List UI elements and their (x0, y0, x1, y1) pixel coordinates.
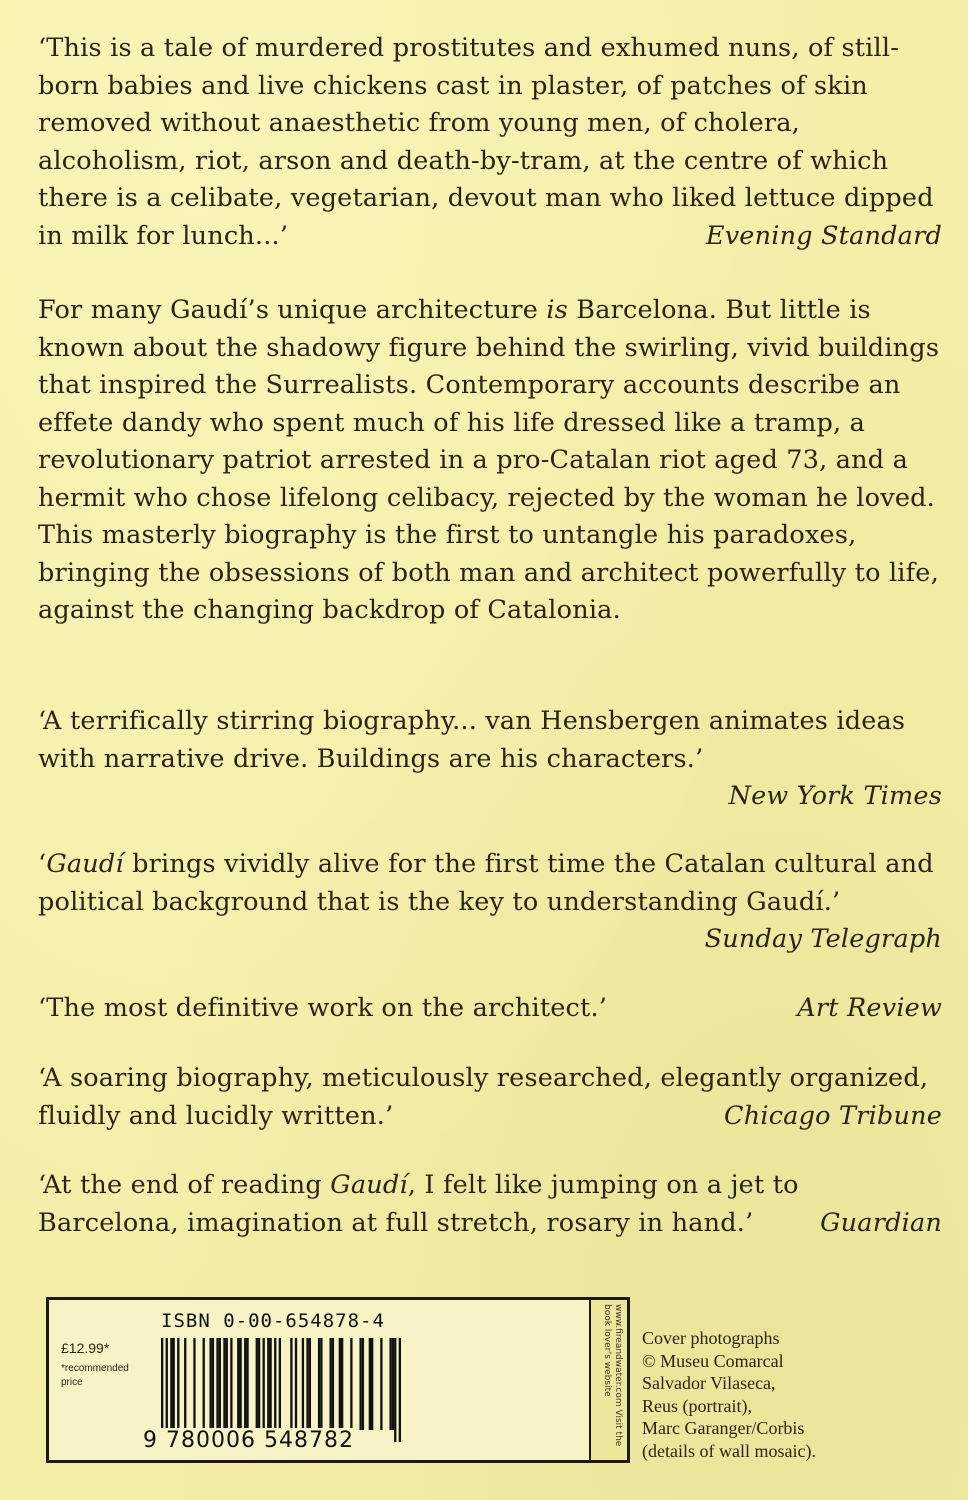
quote-open-mark: ‘ (38, 849, 47, 879)
book-description (38, 292, 942, 630)
credit-line: Cover photographs (642, 1328, 780, 1348)
quote-source: Art Review (797, 993, 942, 1023)
barcode-bar (320, 1338, 322, 1430)
quote-source: Chicago Tribune (724, 1100, 942, 1131)
barcode-bar (362, 1338, 364, 1430)
barcode-bar (173, 1338, 175, 1430)
barcode-bar (239, 1338, 241, 1430)
barcode-bar (392, 1338, 394, 1430)
barcode-bar (332, 1338, 334, 1430)
barcode-bar (339, 1338, 341, 1430)
quote-evening-standard (38, 30, 942, 255)
quote-text: ‘This is a tale of murdered prostitutes and exhumed nuns, of still-born babies and live chickens cast in plaster, of patches of skin removed without anaesthetic from young men, of cholera, alcoholism, riot, arson and death-by-tram, at the centre of which there is a celibate, vegetarian, devout man who liked lettuce dipped in milk for lunch...’ (38, 33, 934, 251)
barcode-bar (212, 1338, 214, 1430)
quote-text: ‘The most definitive work on the architect.’ (38, 993, 608, 1023)
barcode-panel (46, 1297, 630, 1463)
barcode-bar (380, 1338, 382, 1430)
quote-text: brings vividly alive for the first time the Catalan cultural and political background that is the key to understanding Gaudí.’ (38, 849, 934, 917)
barcode-bar (279, 1338, 281, 1430)
barcode-bar (258, 1338, 260, 1430)
barcode-bar (329, 1338, 331, 1430)
barcode-bar (369, 1338, 371, 1430)
price-note: *recommended price (61, 1363, 129, 1388)
barcode-bar (350, 1338, 352, 1430)
quote-sunday-telegraph (38, 846, 942, 959)
barcode-bar (290, 1338, 292, 1430)
barcode-bar (219, 1338, 221, 1430)
quote-source: Sunday Telegraph (704, 924, 942, 954)
barcode-bar (216, 1338, 218, 1430)
photo-credits (642, 1327, 942, 1462)
quote-source: New York Times (728, 781, 942, 811)
quote-guardian (38, 1167, 942, 1242)
barcode-bar (209, 1338, 211, 1430)
barcode-bar (274, 1338, 276, 1430)
quote-text: ‘A terrifically stirring biography... van Hensbergen animates ideas with narrative drive. Buildings are his characters.’ (38, 706, 906, 774)
barcode-bar (244, 1338, 246, 1430)
description-emphasis: is (546, 295, 568, 325)
ean-number: 9 780006 548782 (143, 1428, 354, 1453)
website-note: www.fireandwater.com Visit the book lover’s website (602, 1304, 623, 1447)
credit-line: Salvador Vilaseca, (642, 1373, 776, 1393)
barcode-bar (371, 1338, 373, 1430)
quote-book-title: Gaudí (330, 1170, 408, 1200)
barcode-bar (177, 1338, 179, 1430)
quote-art-review (38, 990, 942, 1028)
credit-line: © Museu Comarcal (642, 1350, 784, 1371)
barcode-bar (184, 1338, 186, 1430)
barcode-bar (295, 1338, 297, 1430)
description-text-start: For many Gaudí’s unique architecture (38, 295, 547, 325)
quote-source: Evening Standard (705, 220, 942, 251)
barcode-bar (237, 1338, 239, 1430)
quote-chicago-tribune (38, 1060, 942, 1135)
barcode-bar (394, 1338, 396, 1442)
barcode-bar (161, 1338, 163, 1442)
barcode-bar (203, 1338, 205, 1430)
quote-text: ‘A soaring biography, meticulously researched, elegantly organized, fluidly and lucidly written.’ (38, 1063, 929, 1131)
barcode-bar (166, 1338, 168, 1442)
quote-source: Guardian (820, 1207, 942, 1238)
quote-text-rest: , I felt like jumping on a jet to Barcelona, imagination at full stretch, rosary in hand.’ (38, 1170, 799, 1238)
barcode-bar (267, 1338, 269, 1430)
quote-text-start: ‘At the end of reading (38, 1170, 331, 1200)
barcode-bar (302, 1338, 304, 1430)
barcode-bar (309, 1338, 311, 1430)
quote-book-title: Gaudí (46, 849, 124, 879)
barcode-bar (399, 1338, 401, 1442)
barcode-bar (318, 1338, 320, 1430)
barcode-bar (193, 1338, 195, 1430)
description-text-rest: Barcelona. But little is known about the shadowy figure behind the swirling, vivid buildings that inspired the Surrealists. Contemporary accounts describe an effete dandy who spent much of his life dressed like a tramp, a revolutionary patriot arrested in a pro-Catalan riot aged 73, and a hermit who chose lifelong celibacy, rejected by the woman he loved. This masterly biography is the first to untangle his paradoxes, bringing the obsessions of both man and architect powerfully to life, against the changing backdrop of Catalonia. (38, 295, 940, 625)
barcode-bar (226, 1338, 228, 1430)
credit-line: Marc Garanger/Corbis (642, 1418, 805, 1438)
barcode-bar (341, 1338, 343, 1430)
barcode-bar (223, 1338, 225, 1430)
barcode-bar (263, 1338, 265, 1430)
credit-line: Reus (portrait), (642, 1395, 752, 1416)
barcode-bar (389, 1338, 391, 1430)
quote-new-york-times (38, 703, 942, 816)
barcode-bar (256, 1338, 258, 1430)
barcode-area (49, 1300, 591, 1460)
price: £12.99* (61, 1340, 110, 1356)
barcode-bar (269, 1338, 271, 1430)
credit-line: (details of wall mosaic). (642, 1440, 816, 1461)
barcode-bar (246, 1338, 248, 1430)
barcode-bar (170, 1338, 172, 1430)
barcode-bars (161, 1338, 401, 1442)
isbn-label: ISBN 0-00-654878-4 (161, 1310, 385, 1332)
barcode-bar (230, 1338, 232, 1430)
barcode-bar (359, 1338, 361, 1430)
barcode-bar (306, 1338, 308, 1430)
